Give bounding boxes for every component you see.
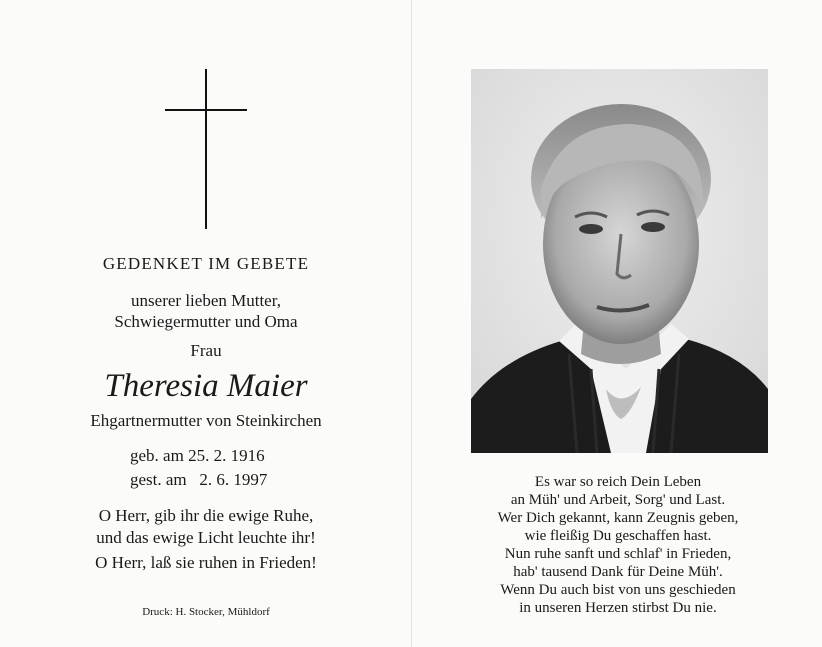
card-fold <box>411 0 412 647</box>
printer-credit: Druck: H. Stocker, Mühldorf <box>142 606 270 618</box>
poem-line: hab' tausend Dank für Deine Müh'. <box>513 564 723 580</box>
poem-line: Wenn Du auch bist von uns geschieden <box>500 582 736 598</box>
prayer <box>40 505 372 549</box>
deceased-name: Theresia Maier <box>104 368 308 404</box>
title-word: Frau <box>190 341 222 360</box>
birth-date: geb. am 25. 2. 1916 <box>130 446 265 465</box>
intro-text <box>40 290 372 332</box>
heading: GEDENKET IM GEBETE <box>102 254 310 273</box>
poem-line: Es war so reich Dein Leben <box>534 474 702 490</box>
poem-line: wie fleißig Du geschaffen hast. <box>524 528 712 544</box>
prayer-closing: O Herr, laß sie ruhen in Frieden! <box>95 553 317 572</box>
origin-text: Ehgartnermutter von Steinkirchen <box>90 411 322 430</box>
poem-line: Wer Dich gekannt, kann Zeugnis geben, <box>497 510 739 526</box>
poem-line: an Müh' und Arbeit, Sorg' und Last. <box>510 492 726 508</box>
cross-icon-vertical <box>205 69 207 229</box>
memorial-poem <box>448 473 788 617</box>
cross-icon-horizontal <box>165 109 247 111</box>
intro-line: unserer lieben Mutter, <box>131 291 281 310</box>
prayer-line: O Herr, gib ihr die ewige Ruhe, <box>98 506 314 525</box>
poem-line: in unseren Herzen stirbst Du nie. <box>519 600 717 616</box>
life-dates <box>130 444 267 492</box>
prayer-line: und das ewige Licht leuchte ihr! <box>96 528 316 547</box>
portrait-photo <box>471 69 768 453</box>
poem-line: Nun ruhe sanft und schlaf' in Frieden, <box>504 546 732 562</box>
death-date: gest. am 2. 6. 1997 <box>130 470 268 489</box>
intro-line: Schwiegermutter und Oma <box>114 312 298 331</box>
